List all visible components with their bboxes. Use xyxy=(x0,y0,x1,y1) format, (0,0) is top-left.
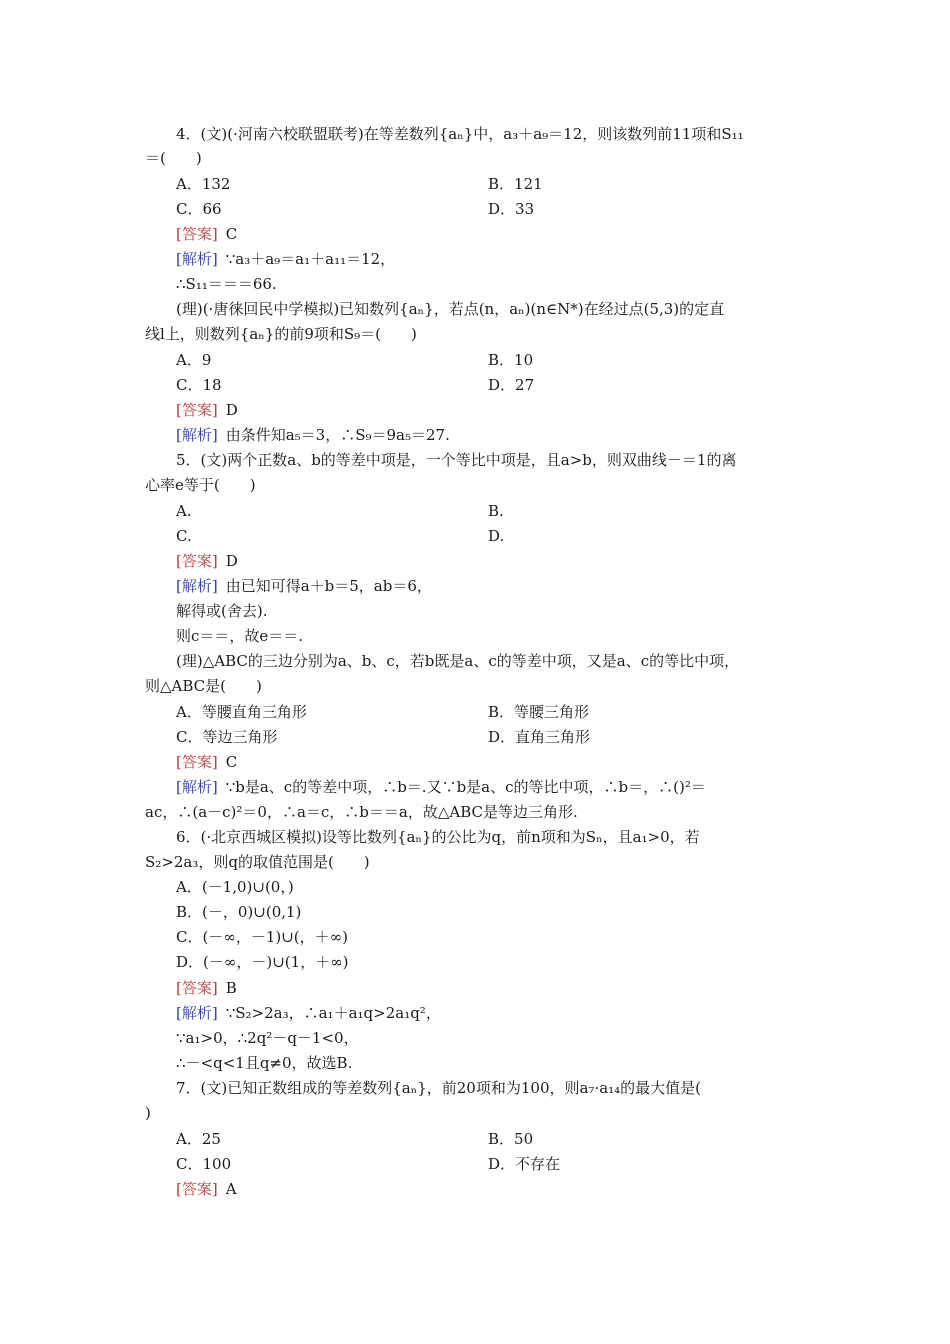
q7-wen-option-d: D．不存在 xyxy=(488,1155,561,1173)
q6-option-b: B．(－，0)∪(0,1) xyxy=(176,903,302,921)
explain-text: 由条件知a₅＝3，∴S₉＝9a₅＝27. xyxy=(225,426,450,444)
q7-wen-option-a: A．25 xyxy=(176,1130,221,1148)
q5-li-option-a: A．等腰直角三角形 xyxy=(176,703,307,721)
answer-value: D xyxy=(225,552,238,570)
q7-wen-stem-line1: 7．(文)已知正数组成的等差数列{aₙ}，前20项和为100，则a₇·a₁₄的最大值是( xyxy=(176,1079,702,1097)
q5-li-explanation xyxy=(176,777,706,797)
answer-value: C xyxy=(225,753,238,771)
answer-tag: [答案] xyxy=(176,979,218,997)
answer-tag: [答案] xyxy=(176,401,218,419)
q5-wen-explain-line3: 则c＝＝，故e＝＝. xyxy=(176,627,304,645)
q4-li-option-c: C．18 xyxy=(176,376,222,394)
q5-li-answer xyxy=(176,752,237,772)
explain-text: 由已知可得a＋b＝5，ab＝6， xyxy=(225,577,432,595)
q4-wen-explain-line2: ∴S₁₁＝＝＝66. xyxy=(176,275,277,293)
explain-text: ∵b是a、c的等差中项，∴b＝.又∵b是a、c的等比中项，∴b＝，∴()²＝ xyxy=(225,778,706,796)
answer-tag: [答案] xyxy=(176,225,218,243)
q6-stem-line1: 6．(·北京西城区模拟)设等比数列{aₙ}的公比为q，前n项和为Sₙ，且a₁>0，若 xyxy=(176,828,700,846)
explain-tag: [解析] xyxy=(176,577,218,595)
q4-li-stem-line2: 线l上，则数列{aₙ}的前9项和S₉＝( ) xyxy=(145,325,417,343)
q4-wen-option-c: C．66 xyxy=(176,200,222,218)
q5-wen-option-b: B. xyxy=(488,502,504,520)
explain-text: ∵a₃＋a₉＝a₁＋a₁₁＝12， xyxy=(225,250,396,268)
q5-wen-explanation xyxy=(176,576,432,596)
q7-wen-answer xyxy=(176,1179,237,1199)
q5-wen-explain-line2: 解得或(舍去). xyxy=(176,602,268,620)
q5-li-option-d: D．直角三角形 xyxy=(488,728,591,746)
q6-explanation xyxy=(176,1003,441,1023)
q6-explain-line3: ∴－<q<1且q≠0，故选B. xyxy=(176,1054,353,1072)
q6-option-d: D．(－∞，－)∪(1，＋∞) xyxy=(176,953,349,971)
q6-explain-line2: ∵a₁>0，∴2q²－q－1<0， xyxy=(176,1029,359,1047)
q5-li-option-b: B．等腰三角形 xyxy=(488,703,590,721)
explain-tag: [解析] xyxy=(176,778,218,796)
q6-stem-line2: S₂>2a₃，则q的取值范围是( ) xyxy=(145,853,370,871)
q4-wen-answer xyxy=(176,224,237,244)
q4-wen-option-d: D．33 xyxy=(488,200,535,218)
explain-tag: [解析] xyxy=(176,1004,218,1022)
q4-wen-option-a: A．132 xyxy=(176,175,231,193)
q5-wen-option-a: A. xyxy=(176,502,192,520)
answer-value: D xyxy=(225,401,238,419)
q5-li-explain-line2: ac，∴(a－c)²＝0，∴a＝c，∴b＝＝a，故△ABC是等边三角形. xyxy=(145,803,578,821)
q4-li-explanation xyxy=(176,425,450,445)
answer-tag: [答案] xyxy=(176,1180,218,1198)
q7-wen-stem-line2: ) xyxy=(145,1104,151,1122)
explain-text: ∵S₂>2a₃，∴a₁＋a₁q>2a₁q²， xyxy=(225,1004,441,1022)
q4-li-option-d: D．27 xyxy=(488,376,535,394)
q4-wen-stem-line1: 4．(文)(·河南六校联盟联考)在等差数列{aₙ}中，a₃＋a₉＝12，则该数列前11项和S₁₁ xyxy=(176,125,744,143)
answer-value: B xyxy=(225,979,237,997)
answer-tag: [答案] xyxy=(176,753,218,771)
q4-li-stem-line1: (理)(·唐徕回民中学模拟)已知数列{aₙ}，若点(n，aₙ)(n∈N*)在经过点(5,3)的定直 xyxy=(176,300,725,318)
q5-wen-option-d: D. xyxy=(488,527,505,545)
q5-li-stem-line2: 则△ABC是( ) xyxy=(145,677,262,695)
answer-value: A xyxy=(225,1180,237,1198)
answer-value: C xyxy=(225,225,238,243)
q6-answer xyxy=(176,978,237,998)
q4-wen-explanation xyxy=(176,249,395,269)
q4-wen-stem-line2: ＝( ) xyxy=(145,149,202,167)
q6-option-c: C．(－∞，－1)∪(，＋∞) xyxy=(176,928,348,946)
q4-li-option-b: B．10 xyxy=(488,351,534,369)
q6-option-a: A．(－1,0)∪(0，) xyxy=(176,878,294,896)
answer-tag: [答案] xyxy=(176,552,218,570)
q5-wen-option-c: C. xyxy=(176,527,192,545)
q4-li-answer xyxy=(176,400,238,420)
q5-wen-stem-line1: 5．(文)两个正数a、b的等差中项是，一个等比中项是，且a>b，则双曲线－＝1的离 xyxy=(176,451,737,469)
q4-li-option-a: A．9 xyxy=(176,351,212,369)
explain-tag: [解析] xyxy=(176,426,218,444)
q5-wen-answer xyxy=(176,551,238,571)
q5-wen-stem-line2: 心率e等于( ) xyxy=(145,476,256,494)
q5-li-stem-line1: (理)△ABC的三边分别为a、b、c，若b既是a、c的等差中项，又是a、c的等比中项， xyxy=(176,652,740,670)
q4-wen-option-b: B．121 xyxy=(488,175,543,193)
q7-wen-option-b: B．50 xyxy=(488,1130,534,1148)
q7-wen-option-c: C．100 xyxy=(176,1155,232,1173)
q5-li-option-c: C．等边三角形 xyxy=(176,728,278,746)
explain-tag: [解析] xyxy=(176,250,218,268)
